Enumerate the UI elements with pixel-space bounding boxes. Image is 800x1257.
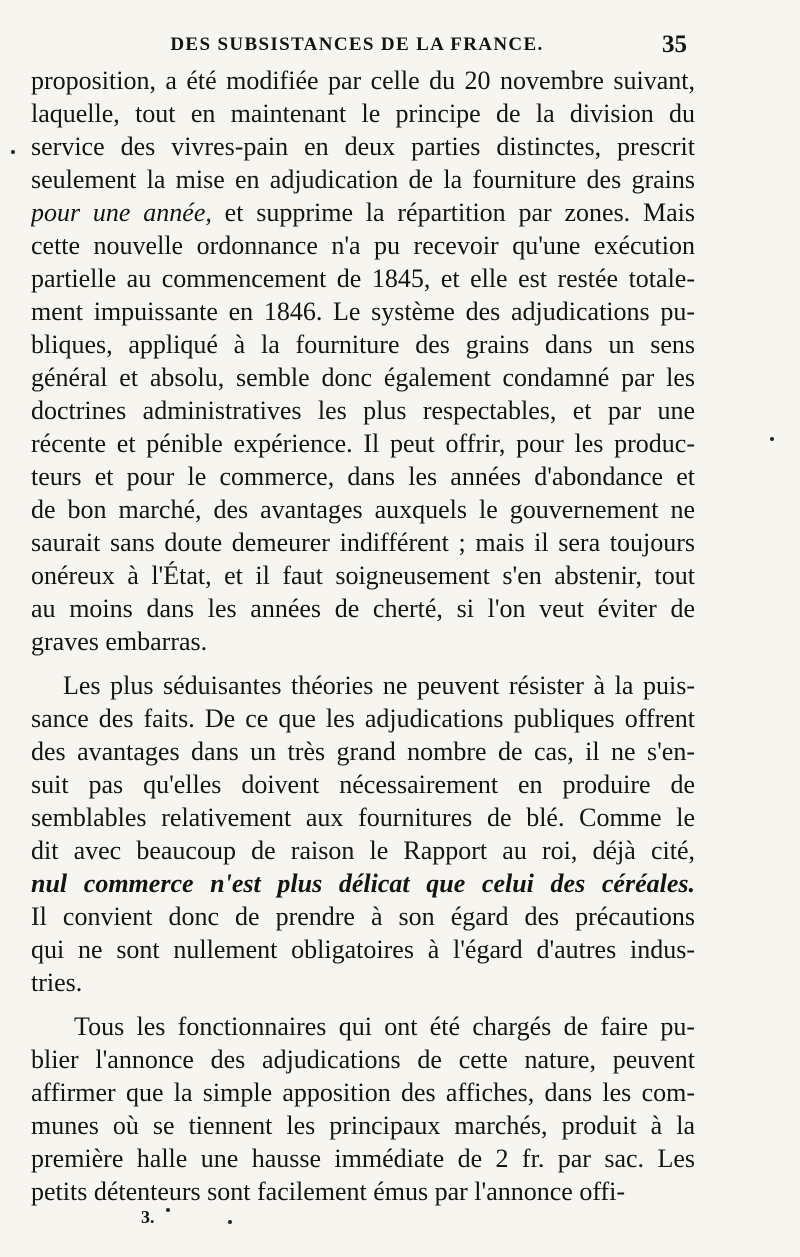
text-line: récente et pénible expérience. Il peut offrir, pour les produc- (31, 429, 695, 458)
text-line: dit avec beaucoup de raison le Rapport au roi, déjà cité, (31, 836, 695, 865)
page-number: 35 (662, 31, 687, 58)
text-line: blier l'annonce des adjudications de cette nature, peuvent (31, 1045, 695, 1074)
running-head (0, 31, 800, 58)
text-line: doctrines administratives les plus respectables, et par une (31, 396, 695, 425)
ink-speck (228, 1220, 232, 1224)
text-line: saurait sans doute demeurer indifférent ; mais il sera toujours (31, 528, 695, 557)
text-line: bliques, appliqué à la fourniture des grains dans un sens (31, 330, 695, 359)
text-line: graves embarras. (31, 627, 208, 656)
text-line: affirmer que la simple apposition des affiches, dans les com- (31, 1078, 695, 1107)
text-line: sance des faits. De ce que les adjudications publiques offrent (31, 704, 695, 733)
text-line: munes où se tiennent les principaux marchés, produit à la (31, 1111, 695, 1140)
italic-phrase: pour une année, (31, 198, 212, 227)
text-line: Il convient donc de prendre à son égard des précautions (31, 902, 695, 931)
signature-mark: 3. (141, 1207, 155, 1227)
text-line: seulement la mise en adjudication de la fourniture des grains (31, 165, 695, 194)
text-line: Tous les fonctionnaires qui ont été chargés de faire pu- (74, 1012, 695, 1041)
ink-speck (770, 437, 774, 441)
text-line: onéreux à l'État, et il faut soigneusement s'en abstenir, tout (31, 561, 695, 590)
text-line: qui ne sont nullement obligatoires à l'égard d'autres indus- (31, 935, 695, 964)
bold-italic-phrase: nul commerce n'est plus délicat que celui des céréales. (31, 869, 695, 898)
text-line: semblables relativement aux fournitures de blé. Comme le (31, 803, 695, 832)
text-line (31, 867, 695, 901)
text-line: Les plus séduisantes théories ne peuvent résister à la puis- (63, 671, 695, 700)
main-text (31, 64, 695, 1206)
text-line: petits détenteurs sont facilement émus par l'annonce offi- (31, 1177, 626, 1206)
text-line: au moins dans les années de cherté, si l'on veut éviter de (31, 594, 695, 623)
text-line: proposition, a été modifiée par celle du 20 novembre suivant, (31, 66, 695, 95)
text-line: pour une année, et supprime la répartition par zones. Mais (31, 198, 695, 227)
text-line: ment impuissante en 1846. Le système des adjudications pu- (31, 297, 695, 326)
text-line: des avantages dans un très grand nombre de cas, il ne s'en- (31, 737, 695, 766)
text-line: teurs et pour le commerce, dans les années d'abondance et (31, 462, 695, 491)
text-line: général et absolu, semble donc également condamné par les (31, 363, 695, 392)
text-line: service des vivres-pain en deux parties distinctes, prescrit (31, 132, 695, 161)
text-line: partielle au commencement de 1845, et elle est restée totale- (31, 264, 695, 293)
running-title: DES SUBSISTANCES DE LA FRANCE. (170, 34, 544, 55)
ink-speck (11, 150, 15, 154)
text-line: tries. (31, 968, 83, 997)
text-line: cette nouvelle ordonnance n'a pu recevoir qu'une exécution (31, 231, 695, 260)
text-line: de bon marché, des avantages auxquels le gouvernement ne (31, 495, 695, 524)
text-line: laquelle, tout en maintenant le principe de la division du (31, 99, 695, 128)
ink-speck (166, 1208, 170, 1212)
text-line: première halle une hausse immédiate de 2 fr. par sac. Les (31, 1144, 695, 1173)
text-line: suit pas qu'elles doivent nécessairement en produire de (31, 770, 695, 799)
